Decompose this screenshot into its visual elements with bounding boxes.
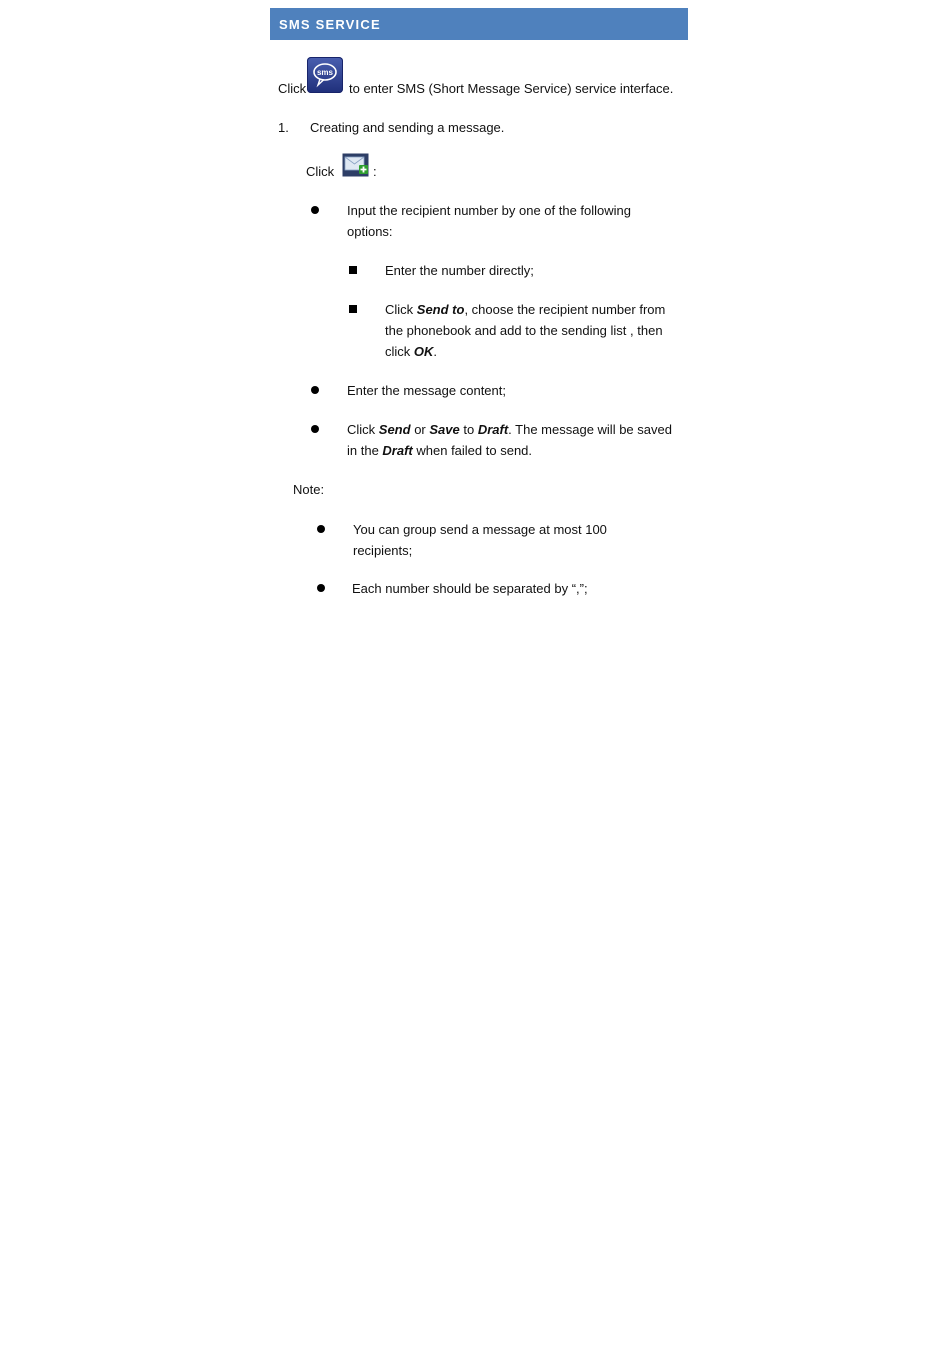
step-click-text: Click <box>306 164 335 179</box>
step-number: 1. <box>278 120 289 135</box>
svg-text:sms: sms <box>316 68 334 77</box>
bullet-input-recipient: Input the recipient number by one of the following options: <box>347 203 632 239</box>
sms-app-icon[interactable] <box>307 57 343 93</box>
intro-description: to enter SMS (Short Message Service) service interface. <box>349 81 674 96</box>
option-send-to: Click Send to, choose the recipient number from the phonebook and add to the sending list , then click OK. <box>385 302 666 359</box>
section-title: SMS SERVICE <box>279 17 381 32</box>
draft-term: Draft <box>477 422 509 437</box>
bullet-enter-content: Enter the message content; <box>347 383 506 398</box>
note-item: Each number should be separated by “,”; <box>352 581 588 596</box>
draft-term: Draft <box>382 443 413 458</box>
square-bullet <box>349 266 357 274</box>
intro-click-text: Click <box>278 81 307 96</box>
note-item: You can group send a message at most 100 recipients; <box>353 522 607 558</box>
note-label: Note: <box>293 482 325 497</box>
bullet-dot <box>311 386 319 394</box>
send-to-term: Send to <box>416 302 465 317</box>
step-title: Creating and sending a message. <box>310 120 505 135</box>
new-message-icon[interactable] <box>342 153 369 177</box>
step-colon: : <box>373 164 377 179</box>
bullet-dot <box>317 584 325 592</box>
bullet-send-save: Click Send or Save to Draft. The message will be saved in the Draft when failed to send. <box>347 422 672 458</box>
send-term: Send <box>378 422 411 437</box>
bullet-dot <box>311 206 319 214</box>
bullet-dot <box>317 525 325 533</box>
square-bullet <box>349 305 357 313</box>
ok-term: OK <box>413 344 434 359</box>
section-header <box>270 8 688 40</box>
option-enter-directly: Enter the number directly; <box>385 263 534 278</box>
save-term: Save <box>429 422 460 437</box>
bullet-dot <box>311 425 319 433</box>
